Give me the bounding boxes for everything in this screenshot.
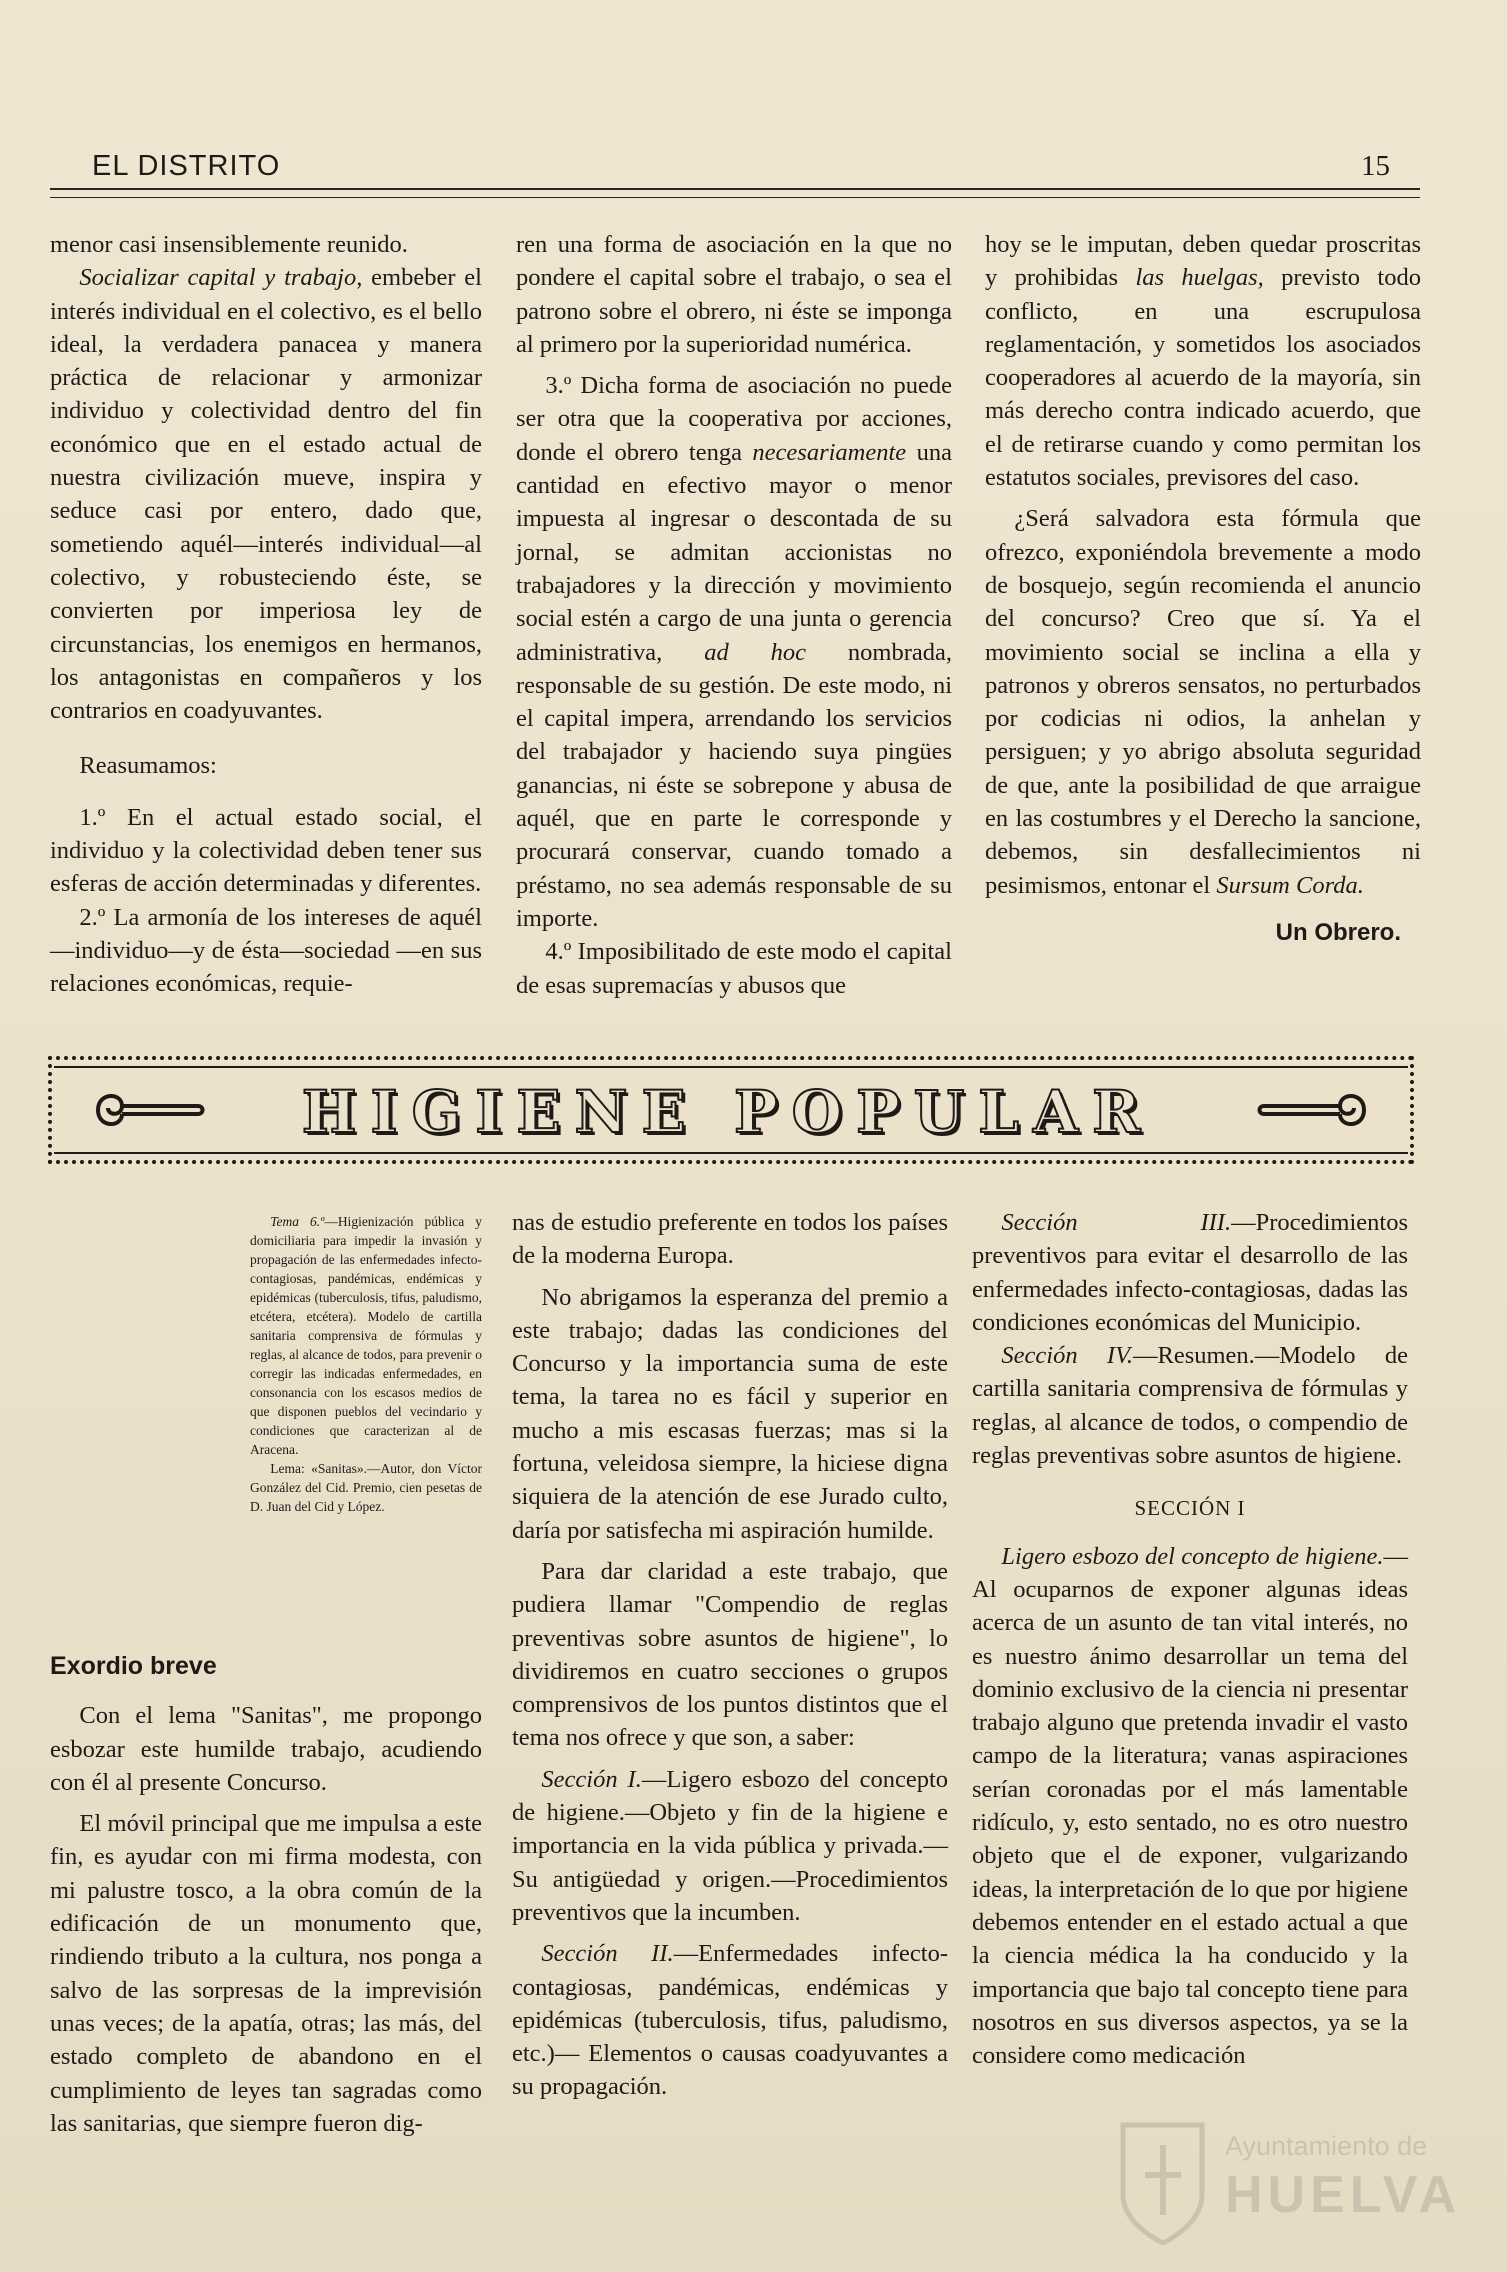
scroll-ornament-icon: [88, 1084, 208, 1136]
contest-note: [250, 1212, 482, 1516]
note-paragraph: Lema: «Sanitas».—Autor, don Víctor González del Cid. Premio, cien pesetas de D. Juan del Cid y López.: [250, 1461, 482, 1514]
paragraph: Sección I.—Ligero esbozo del concepto de higiene.—Objeto y fin de la higiene e importancia en la vida pública y privada.—Su antigüedad y origen.—Procedimientos preventivos que la incumben.: [512, 1765, 948, 1926]
page-number: 15: [1361, 150, 1390, 182]
top-column-3: [985, 228, 1421, 949]
paragraph: ¿Será salvadora esta fórmula que ofrezco, exponiéndola brevemente a modo de bosquejo, según recomienda el anuncio del concurso? Creo que sí. Ya el movimiento social se inclina a ella y patronos y obreros sensatos, no perturbados por codicias ni odios, la anhelan y persiguen; y yo abrigo absoluta seguridad de que, ante la posibilidad de que arraigue en las costumbres y el Derecho la sancione, debemos, sin desfallecimientos ni pesimismos, entonar el Sursum Corda.: [985, 505, 1421, 899]
paragraph: Ligero esbozo del concepto de higiene.—Al ocuparnos de exponer algunas ideas acerca de un asunto de tan vital interés, no es nuestro ánimo desarrollar un tema del dominio exclusivo de la ciencia ni presentar trabajo alguno que pretenda invadir el vasto campo de la literatura; vanas aspiraciones serían coronadas por el más lamentable ridículo, y, esto sentado, no es otro nuestro objeto que el de exponer, vulgarizando ideas, la interpretación de lo que por higiene debemos entender en el estado actual a que la ciencia médica la ha conducido y la importancia que bajo tal concepto tiene para nosotros en sus diversos aspectos, ya se la considere como medicación: [972, 1542, 1408, 2070]
paragraph: Para dar claridad a este trabajo, que pudiera llamar "Compendio de reglas preventivas sobre asuntos de higiene", lo dividiremos en cuatro secciones o grupos comprensivos de los puntos distintos que el tema nos ofrece y que son, a saber:: [512, 1557, 948, 1752]
paragraph: Sección II.—Enfermedades infecto-contagiosas, pandémicas, endémicas y epidémicas (tuberculosis, tifus, paludismo, etc.)— Elementos o causas coadyuvantes a su propagación.: [512, 1940, 948, 2101]
note-paragraph: Tema 6.º—Higienización pública y domiciliaria para impedir la invasión y propagación de las enfermedades infecto-contagiosas, pandémicas, endémicas y epidémicas (tuberculosis, tifus, paludismo, etcétera, etcétera). Modelo de cartilla sanitaria comprensiva de fórmulas y reglas, al alcance de todos, para prevenir o corregir las indicadas enfermedades, en consonancia con los escasos medios de que disponen pueblos del vecindario y condiciones que caracterizan al de Aracena.: [250, 1214, 482, 1457]
header-rule: [50, 188, 1420, 198]
coat-of-arms-icon: [1115, 2115, 1210, 2250]
paragraph: Con el lema "Sanitas", me propongo esbozar este humilde trabajo, acudiendo con él al presente Concurso.: [50, 1702, 482, 1796]
paragraph: Reasumamos:: [79, 752, 217, 780]
section-banner: [48, 1056, 1414, 1164]
paragraph: nas de estudio preferente en todos los países de la moderna Europa.: [512, 1209, 948, 1270]
paragraph: Sección III.—Procedimientos preventivos para evitar el desarrollo de las enfermedades infecto-contagiosas, dadas las condiciones económicas del Municipio.: [972, 1209, 1408, 1336]
publication-title: EL DISTRITO: [92, 150, 281, 182]
paragraph: No abrigamos la esperanza del premio a este trabajo; dadas las condiciones del Concurso y la importancia suma de este tema, la tarea no es fácil y superior en mucho a mis escasas fuerzas; mas si la fortuna, veleidosa siempre, la hiciese digna siquiera de la atención de ese Jurado culto, daría por satisfecha mi aspiración humilde.: [512, 1283, 948, 1544]
section-title: SECCIÓN I: [1134, 1496, 1246, 1521]
watermark-line-1: Ayuntamiento de: [1225, 2131, 1428, 2161]
bottom-column-1: [50, 1630, 482, 2140]
paragraph: 2.º La armonía de los intereses de aquél—individuo—y de ésta—sociedad —en sus relaciones económicas, requie-: [50, 903, 482, 998]
top-column-1: [50, 228, 482, 1001]
paragraph: 4.º Imposibilitado de este modo el capital de esas supremacías y abusos que: [516, 938, 952, 999]
scroll-ornament-icon: [1254, 1084, 1374, 1136]
paragraph: menor casi insensiblemente reunido.: [50, 231, 408, 258]
paragraph: hoy se le imputan, deben quedar proscritas y prohibidas las huelgas, previsto todo conflicto, en una escrupulosa reglamentación, y sometidos los asociados cooperadores al acuerdo de la mayoría, sin más derecho contra indicado acuerdo, que el de retirarse cuando y como permitan los estatutos sociales, previsores del caso.: [985, 231, 1421, 492]
paragraph: Sección IV.—Resumen.—Modelo de cartilla sanitaria comprensiva de fórmulas y reglas, al alcance de todos, o compendio de reglas preventivas sobre asuntos de higiene.: [972, 1342, 1408, 1470]
bottom-column-3: [972, 1206, 1408, 2072]
running-header: [50, 150, 1420, 190]
paragraph: Socializar capital y trabajo, embeber el interés individual en el colectivo, es el bello ideal, la verdadera panacea y manera práctica de relacionar y armonizar individuo y colectividad dentro del fin económico que en el estado actual de nuestra civilización mueve, inspira y seduce casi por entero, dado que, sometiendo aquél—interés individual—al colectivo, y robusteciendo éste, se convierten por imperiosa ley de circunstancias, los enemigos en hermanos, los antagonistas en compañeros y los contrarios en coadyuvantes.: [50, 264, 482, 725]
article-signature: Un Obrero.: [1275, 918, 1401, 946]
section-heading: Exordio breve: [50, 1652, 217, 1680]
paragraph: 3.º Dicha forma de asociación no puede ser otra que la cooperativa por acciones, donde el obrero tenga necesariamente una cantidad en efectivo mayor o menor impuesta al ingresar o descontada de su jornal, se admitan accionistas no trabajadores y la dirección y movimiento social estén a cargo de una junta o gerencia administrativa, ad hoc nombrada, responsable de su gestión. De este modo, ni el capital impera, arrendando los servicios del trabajador y haciendo suya pingües ganancias, ni éste se sobrepone y abusa de aquél, que en parte le corresponde y procurará conservar, cuando tomado a préstamo, no sea además responsable de su importe.: [516, 372, 953, 932]
watermark-line-2: HUELVA: [1225, 2166, 1462, 2224]
bottom-column-2: [512, 1206, 948, 2104]
paragraph: 1.º En el actual estado social, el individuo y la colectividad deben tener sus esferas de acción determinadas y diferentes.: [50, 803, 482, 898]
banner-title: HIGIENE POPULAR: [301, 1078, 1155, 1146]
archive-watermark: [1115, 2115, 1462, 2250]
paragraph: El móvil principal que me impulsa a este fin, es ayudar con mi firma modesta, con mi palustre tosco, a la obra común de la edificación de un monumento que, rindiendo tributo a la cultura, nos ponga a salvo de las sorpresas de la imprevisión unas veces; de la apatía, otras; las más, del estado completo de abandono en el cumplimiento de leyes tan sagradas como las sanitarias, que siempre fueron dig-: [50, 1810, 482, 2137]
top-column-2: [516, 228, 952, 1002]
paragraph: ren una forma de asociación en la que no pondere el capital sobre el trabajo, o sea el patrono sobre el obrero, ni éste se imponga al primero por la superioridad numérica.: [516, 231, 952, 358]
